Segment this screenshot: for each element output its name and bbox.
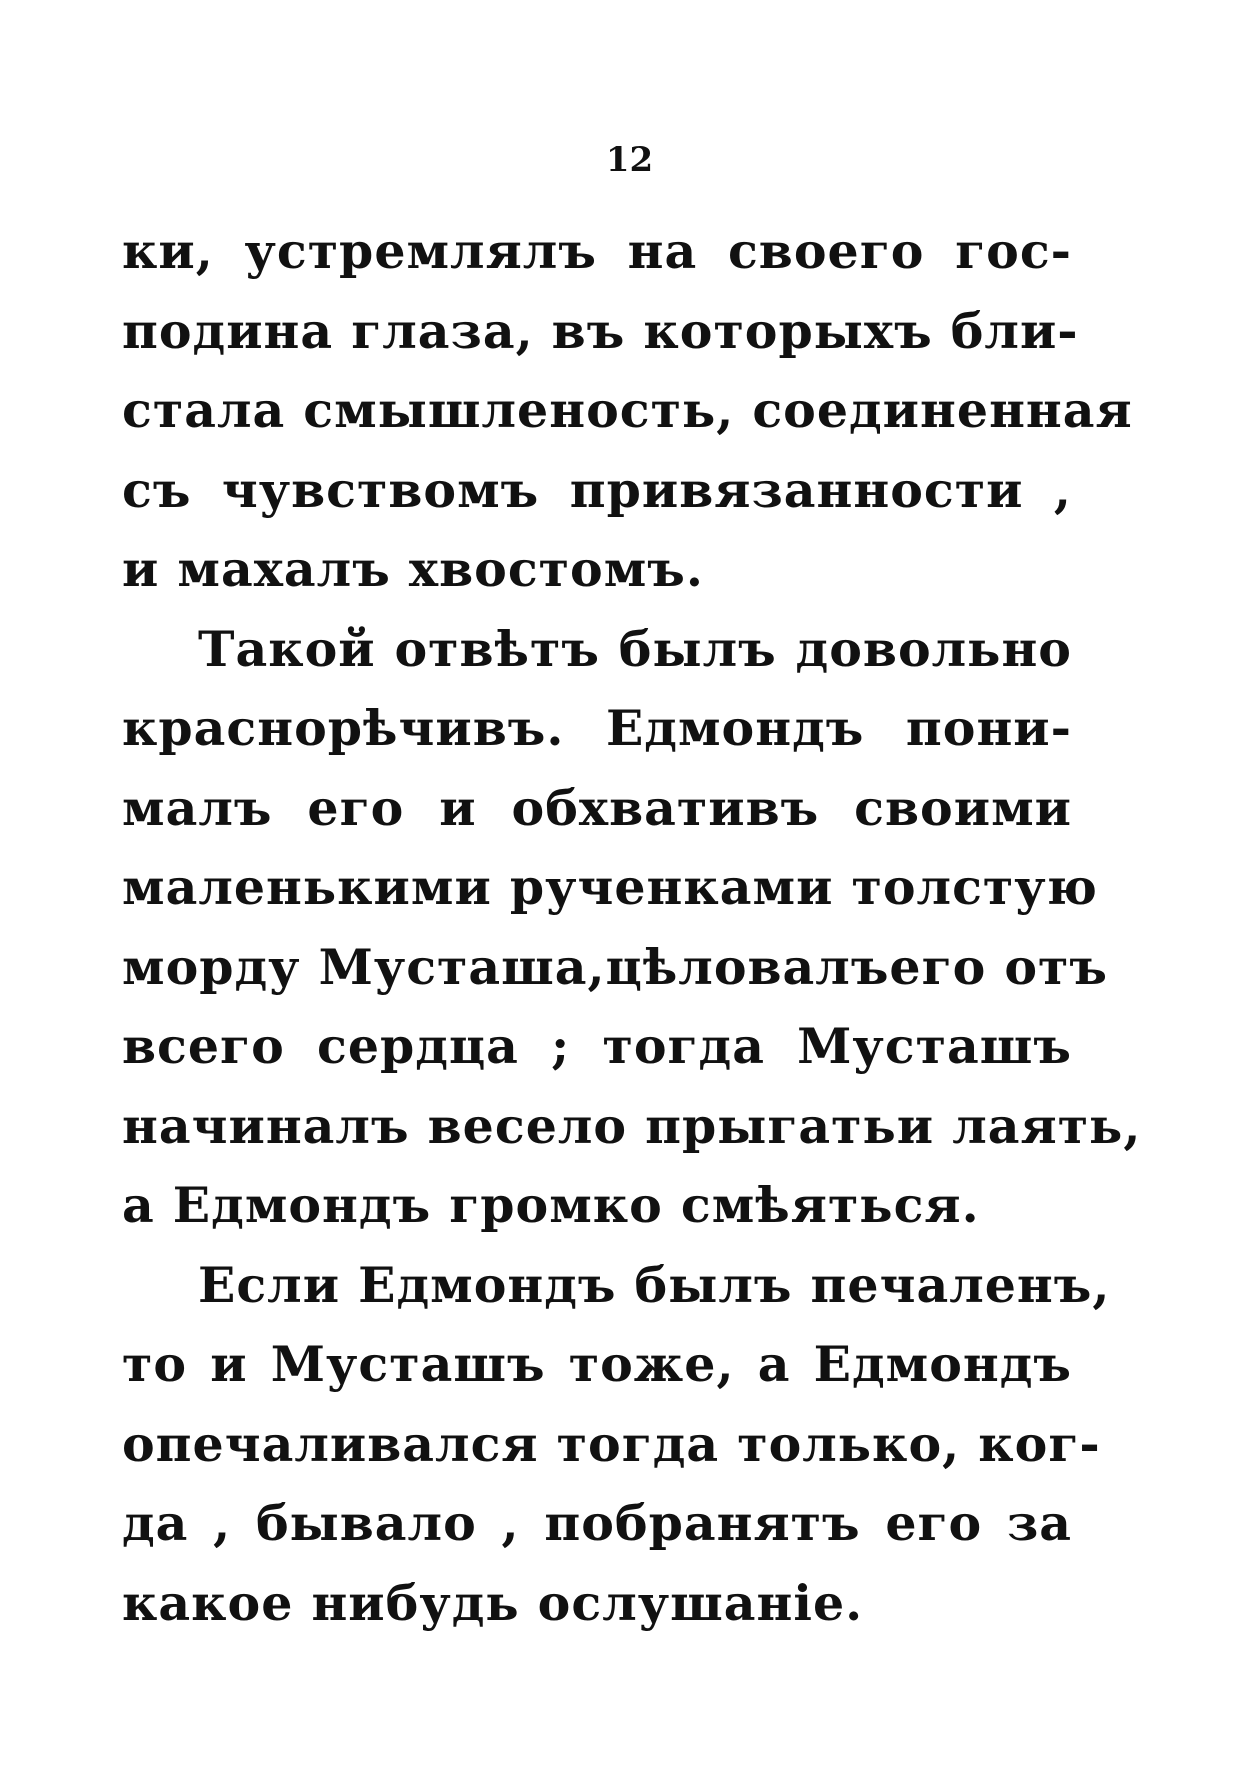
text-line: подина глаза, въ которыхъ бли- [122, 301, 1079, 360]
text-line: и махалъ хвостомъ. [122, 540, 704, 598]
text-line: Если Едмондъ былъ печаленъ, [198, 1255, 1111, 1314]
paragraph-2 [122, 610, 1142, 1246]
page-text [122, 212, 1142, 1643]
text-line: а Едмондъ громко смѣяться. [122, 1176, 980, 1234]
text-line: морду Мусташа,цѣловалъего отъ [122, 937, 1109, 996]
text-line: да , бывало , побранятъ его за [122, 1494, 1072, 1552]
text-line: стала смышленость, соединенная [122, 381, 1133, 439]
text-line: Такой отвѣтъ былъ довольно [198, 619, 1072, 678]
text-line: малъ его и обхвативъ своими [122, 778, 1072, 837]
paragraph-3 [122, 1246, 1111, 1644]
text-line: краснорѣчивъ. Едмондъ пони- [122, 699, 1072, 757]
text-line: маленькими рученками толстую [122, 858, 1098, 916]
text-line: опечаливался тогда только, ког- [122, 1414, 1101, 1473]
page-number: 12 [605, 140, 654, 180]
text-line: всего сердца ; тогда Мусташъ [122, 1017, 1072, 1075]
text-line: то и Мусташъ тоже, а Едмондъ [122, 1335, 1072, 1393]
paragraph-1 [122, 212, 1133, 610]
text-line: начиналъ весело прыгатьи лаять, [122, 1096, 1142, 1155]
text-line: какое нибудь ослушаніе. [122, 1573, 864, 1632]
text-line: съ чувствомъ привязанности , [122, 460, 1072, 519]
text-line: ки, устремлялъ на своего гос- [122, 222, 1072, 280]
